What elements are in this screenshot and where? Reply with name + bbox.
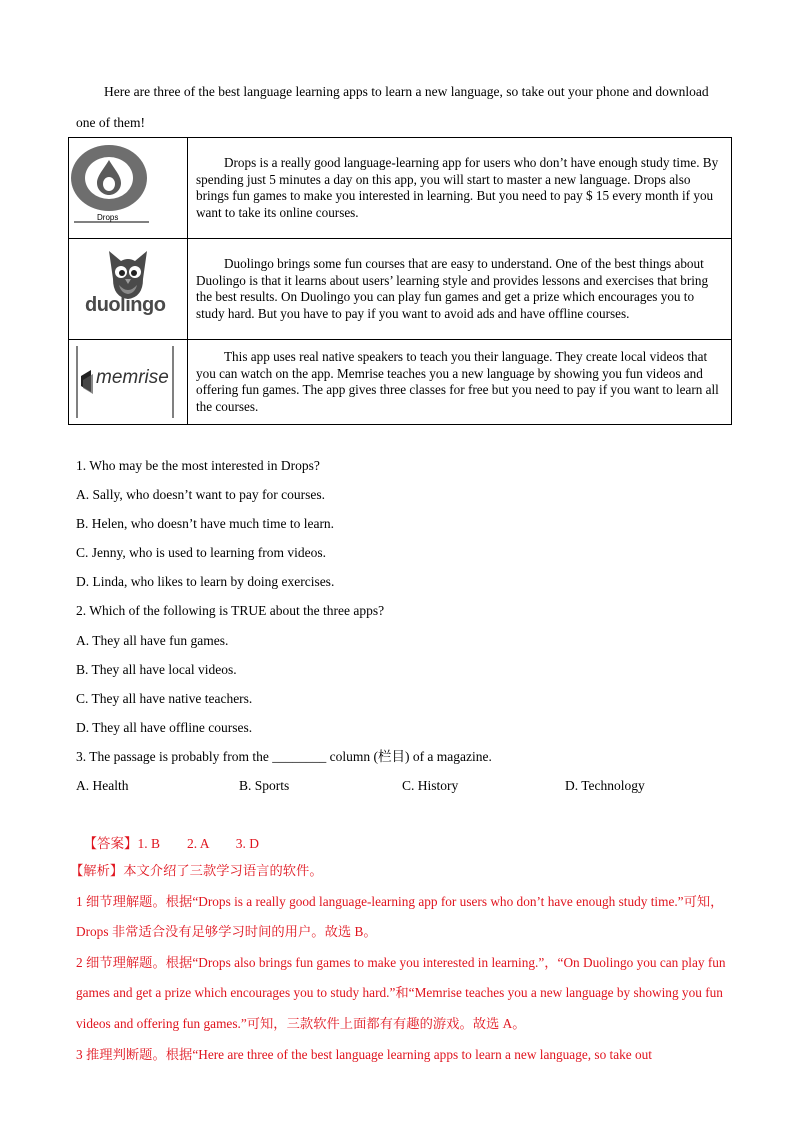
answer-line <box>70 800 736 852</box>
explanation-2: 2 细节理解题。根据“Drops also brings fun games to make you interested in learning.”，“On Duolingo you can play fun games and get a prize which encourages you to study hard.”和“Memrise teaches you a new language by showing you fun videos and offering fun games.”可知，三款软件上面都有有趣的游戏。故选 A。 <box>76 954 726 1031</box>
question-2-option-c: C. They all have native teachers. <box>76 690 253 706</box>
memrise-logo-cell <box>69 340 188 425</box>
app-row-drops <box>69 138 732 239</box>
question-1-option-b: B. Helen, who doesn’t have much time to learn. <box>76 516 335 532</box>
drops-logo-cell <box>69 138 188 239</box>
question-2-stem: 2. Which of the following is TRUE about the three apps? <box>76 603 385 619</box>
question-3-stem: 3. The passage is probably from the ________ column (栏目) of a magazine. <box>76 748 492 764</box>
answer-text: 1. B 2. A 3. D <box>137 836 260 852</box>
explanation-1: 1 细节理解题。根据“Drops is a really good language-learning app for users who don’t have enough study time.”可知，Drops 非常适合没有足够学习时间的用户。故选 B。 <box>76 893 724 940</box>
question-1-option-a: A. Sally, who doesn’t want to pay for courses. <box>76 487 325 503</box>
app-row-duolingo <box>69 239 732 340</box>
analysis-section <box>70 856 726 1070</box>
memrise-description: This app uses real native speakers to teach you their language. They create local videos that you can watch on the app. Memrise teaches you a new language by showing you fun videos and offering fun games. The app gives three classes for free but you need to pay if you want to learn all the courses. <box>188 340 732 425</box>
question-1-option-d: D. Linda, who likes to learn by doing exercises. <box>76 574 335 590</box>
apps-table <box>68 137 732 425</box>
question-3-option-d: D. Technology <box>565 778 645 794</box>
answer-label: 【答案】 <box>83 836 138 852</box>
questions-section <box>76 451 736 852</box>
explanation-3: 3 推理判断题。根据“Here are three of the best language learning apps to learn a new language, so take out <box>76 1046 652 1062</box>
question-3-option-a: A. Health <box>76 778 129 794</box>
intro-paragraph: Here are three of the best language learning apps to learn a new language, so take out your phone and download one of them! <box>76 84 709 130</box>
question-2-option-d: D. They all have offline courses. <box>76 719 253 735</box>
question-3-option-b: B. Sports <box>239 778 290 794</box>
duolingo-logo-cell <box>69 239 188 340</box>
duolingo-description: Duolingo brings some fun courses that are easy to understand. One of the best things about Duolingo is that it learns about users’ learning style and provides lessons and exercises that bring the best results. On Duolingo you can play fun games and get a prize which encourages you to study hard. But you have to pay if you want to avoid ads and have offline courses. <box>188 239 732 340</box>
duolingo-owl-icon <box>69 239 187 339</box>
drops-logo-label: Drops <box>97 213 119 222</box>
question-3-option-c: C. History <box>402 778 459 794</box>
drops-logo-icon <box>69 138 187 238</box>
analysis-line <box>70 856 726 887</box>
drops-description: Drops is a really good language-learning app for users who don’t have enough study time. By spending just 5 minutes a day on this app, you will start to master a new language. Drops also brings fun games to make you interested in learning. But you need to pay $ 15 every month if you want to take its online courses. <box>188 138 732 239</box>
analysis-summary: 本文介绍了三款学习语言的软件。 <box>123 863 323 878</box>
question-2-option-b: B. They all have local videos. <box>76 661 237 677</box>
question-3-options <box>76 771 736 800</box>
question-2-option-a: A. They all have fun games. <box>76 632 229 648</box>
question-1-stem: 1. Who may be the most interested in Drops? <box>76 458 320 473</box>
app-row-memrise <box>69 340 732 425</box>
question-1-option-c: C. Jenny, who is used to learning from videos. <box>76 545 326 561</box>
duolingo-logo-label: duolingo <box>85 294 166 316</box>
memrise-logo-label: memrise <box>96 367 169 388</box>
analysis-label: 【解析】 <box>70 863 124 878</box>
